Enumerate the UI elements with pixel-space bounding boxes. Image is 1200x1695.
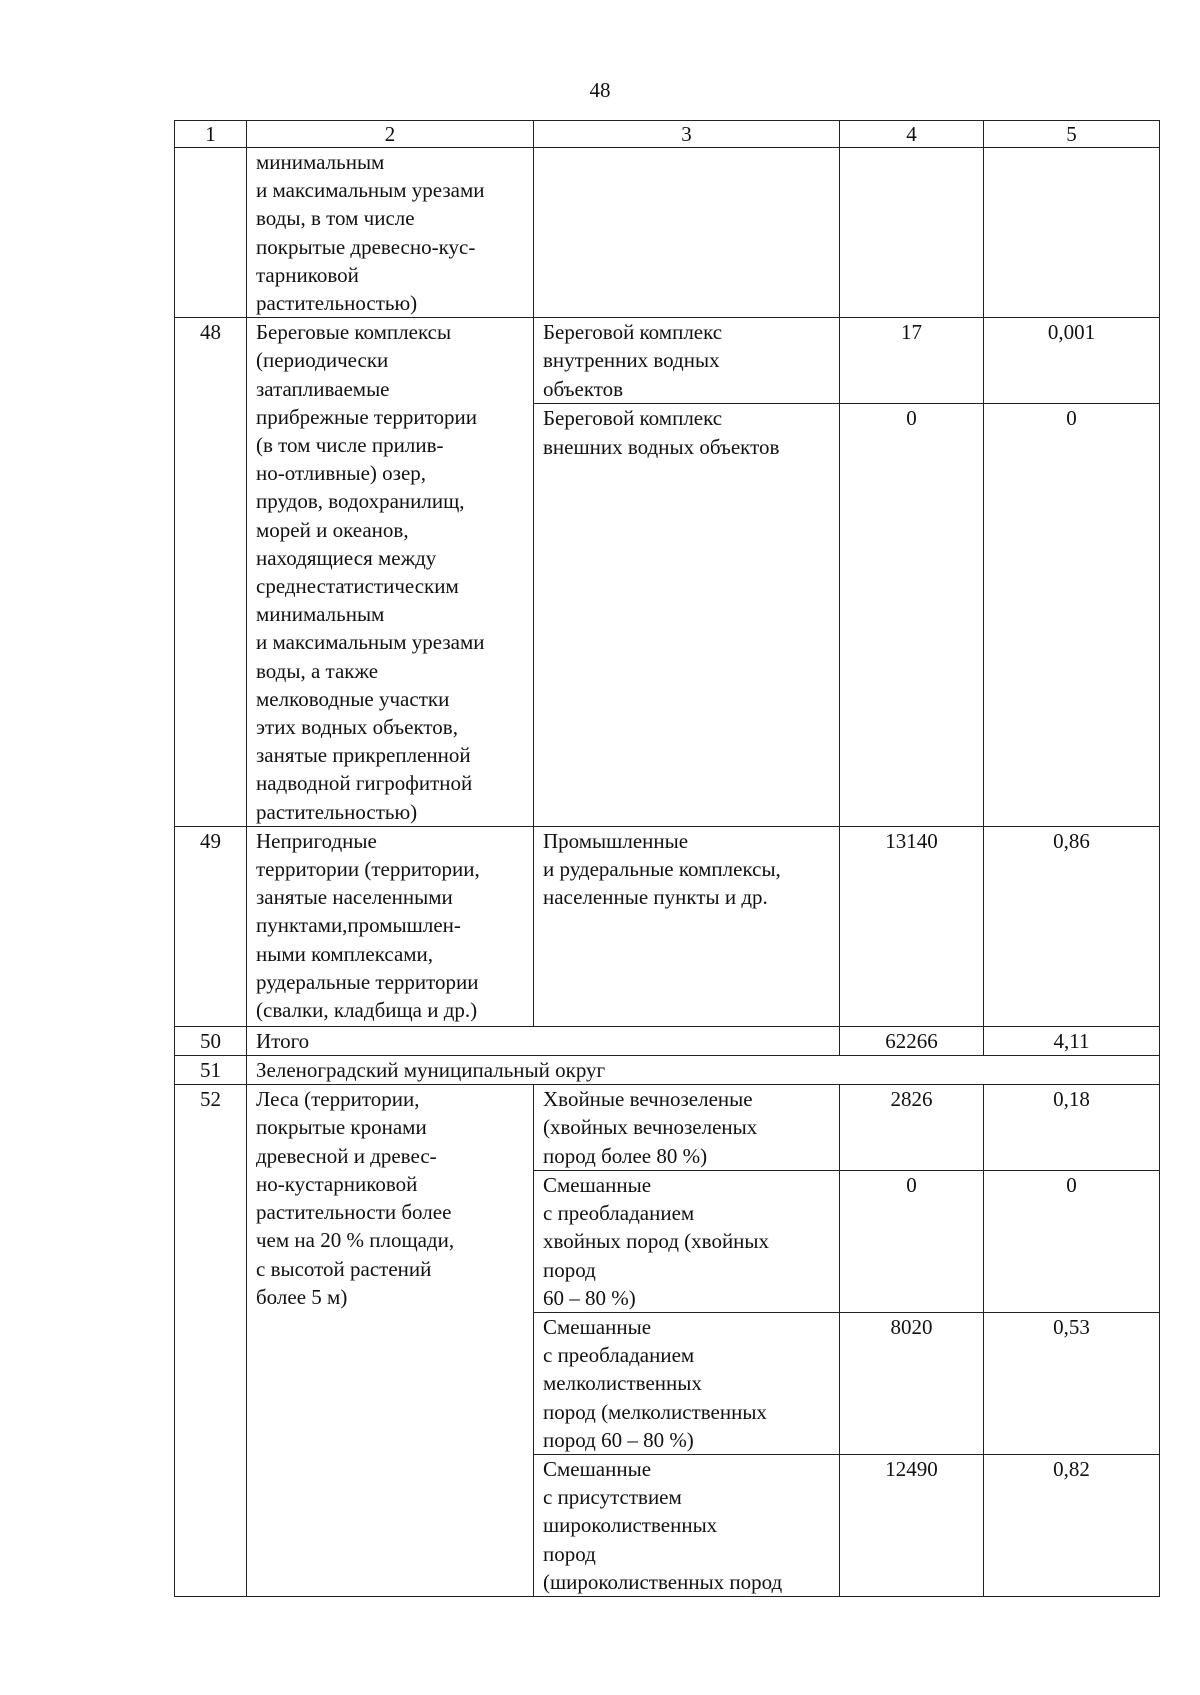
- land-cover-table: [174, 120, 1160, 1597]
- category-cell: минимальным и максимальным урезами воды, в том числе покрытые древесно-кус- тарниковой растительностью): [247, 148, 534, 318]
- row-number-cell: 48: [175, 318, 247, 827]
- percent-cell: 0,53: [984, 1312, 1160, 1454]
- header-cell: 3: [534, 121, 840, 148]
- category-cell: Береговые комплексы (периодически затапливаемые прибрежные территории (в том числе прилив- но-отливные) озер, прудов, водохранилищ, морей и океанов, находящиеся между среднестатистическим минимальным и максимальным урезами воды, а также мелководные участки этих водных объектов, занятые прикрепленной надводной гигрофитной растительностью): [247, 318, 534, 827]
- row-number-cell: [175, 148, 247, 318]
- area-cell: 13140: [840, 826, 984, 1026]
- table-row: [175, 1026, 1160, 1055]
- table-row: [175, 318, 1160, 404]
- header-cell: 1: [175, 121, 247, 148]
- area-cell: [840, 148, 984, 318]
- area-cell: 12490: [840, 1454, 984, 1596]
- subtype-cell: Береговой комплекс внешних водных объектов: [534, 404, 840, 827]
- subtype-cell: Хвойные вечнозеленые (хвойных вечнозеленых пород более 80 %): [534, 1085, 840, 1171]
- percent-cell: 0: [984, 1170, 1160, 1312]
- district-heading-cell: Зеленоградский муниципальный округ: [247, 1056, 1160, 1085]
- area-cell: 0: [840, 404, 984, 827]
- area-cell: 17: [840, 318, 984, 404]
- percent-cell: 0,18: [984, 1085, 1160, 1171]
- total-label-cell: Итого: [247, 1026, 840, 1055]
- percent-cell: 0,001: [984, 318, 1160, 404]
- area-cell: 62266: [840, 1026, 984, 1055]
- table-row: [175, 1056, 1160, 1085]
- percent-cell: 0,82: [984, 1454, 1160, 1596]
- category-cell: Леса (территории, покрытые кронами древесной и древес- но-кустарниковой растительности более чем на 20 % площади, с высотой растений более 5 м): [247, 1085, 534, 1597]
- row-number-cell: 49: [175, 826, 247, 1026]
- header-cell: 4: [840, 121, 984, 148]
- row-number-cell: 50: [175, 1026, 247, 1055]
- header-row: [175, 121, 1160, 148]
- subtype-cell: Промышленные и рудеральные комплексы, населенные пункты и др.: [534, 826, 840, 1026]
- table-row: [175, 1085, 1160, 1171]
- header-cell: 5: [984, 121, 1160, 148]
- table-row: [175, 148, 1160, 318]
- header-cell: 2: [247, 121, 534, 148]
- subtype-cell: Смешанные с преобладанием хвойных пород (хвойных пород 60 – 80 %): [534, 1170, 840, 1312]
- category-cell: Непригодные территории (территории, занятые населенными пунктами,промышлен- ными комплексами, рудеральные территории (свалки, кладбища и др.): [247, 826, 534, 1026]
- percent-cell: 0,86: [984, 826, 1160, 1026]
- percent-cell: 4,11: [984, 1026, 1160, 1055]
- subtype-cell: Смешанные с преобладанием мелколиственных пород (мелколиственных пород 60 – 80 %): [534, 1312, 840, 1454]
- area-cell: 2826: [840, 1085, 984, 1171]
- percent-cell: [984, 148, 1160, 318]
- row-number-cell: 52: [175, 1085, 247, 1597]
- area-cell: 8020: [840, 1312, 984, 1454]
- subtype-cell: Береговой комплекс внутренних водных объектов: [534, 318, 840, 404]
- row-number-cell: 51: [175, 1056, 247, 1085]
- area-cell: 0: [840, 1170, 984, 1312]
- subtype-cell: Смешанные с присутствием широколиственных пород (широколиственных пород: [534, 1454, 840, 1596]
- table-row: [175, 826, 1160, 1026]
- percent-cell: 0: [984, 404, 1160, 827]
- page-number: 48: [589, 78, 611, 102]
- subtype-cell: [534, 148, 840, 318]
